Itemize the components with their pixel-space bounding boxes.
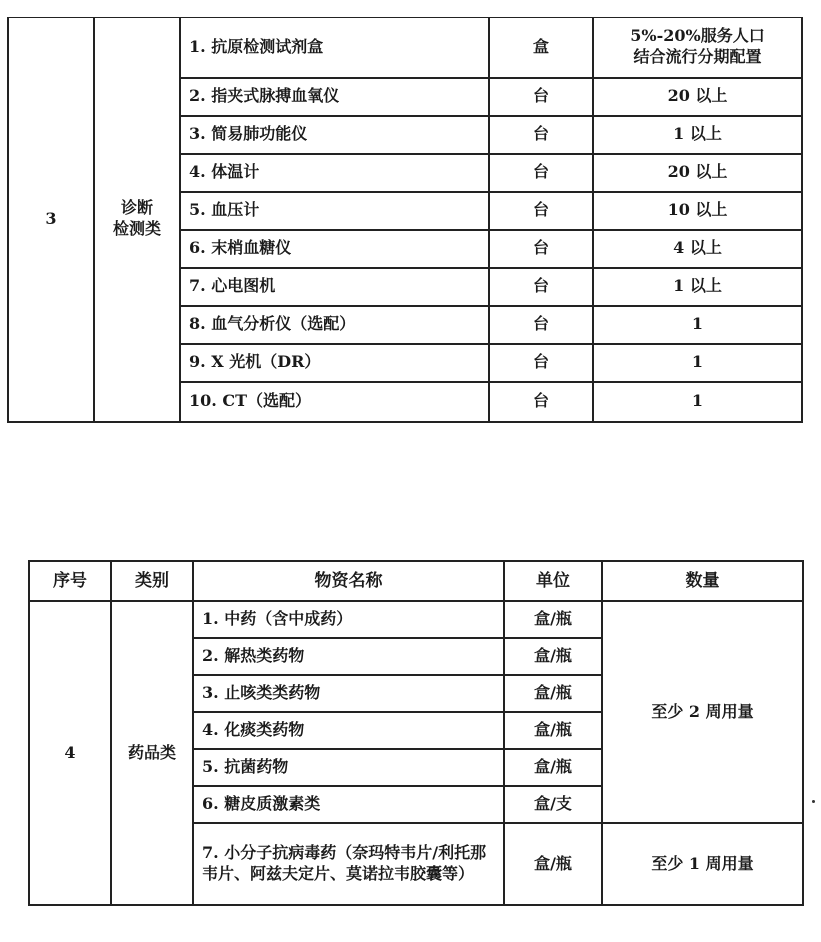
header-quantity: 数量 bbox=[602, 561, 803, 601]
item-name-cell: 3. 简易肺功能仪 bbox=[180, 116, 489, 154]
medicine-table bbox=[28, 560, 804, 906]
item-name-cell: 4. 化痰类药物 bbox=[193, 712, 504, 749]
item-name-cell: 4. 体温计 bbox=[180, 154, 489, 192]
item-unit-cell: 台 bbox=[489, 382, 593, 422]
item-quantity-cell: 1 以上 bbox=[593, 268, 802, 306]
item-name-cell: 10. CT（选配） bbox=[180, 382, 489, 422]
item-name-cell: 1. 抗原检测试剂盒 bbox=[180, 18, 489, 78]
item-unit-cell: 台 bbox=[489, 78, 593, 116]
item-unit-cell: 台 bbox=[489, 268, 593, 306]
item-unit-cell: 盒/瓶 bbox=[504, 601, 602, 638]
section-category-cell: 药品类 bbox=[111, 601, 193, 905]
item-name-cell: 5. 血压计 bbox=[180, 192, 489, 230]
item-unit-cell: 盒/瓶 bbox=[504, 749, 602, 786]
scan-speck bbox=[812, 800, 815, 803]
item-unit-cell: 盒/瓶 bbox=[504, 712, 602, 749]
item-unit-cell: 台 bbox=[489, 192, 593, 230]
item-unit-cell: 台 bbox=[489, 116, 593, 154]
table-header-row bbox=[29, 561, 803, 601]
item-quantity-cell: 1 bbox=[593, 306, 802, 344]
item-name-cell: 3. 止咳类类药物 bbox=[193, 675, 504, 712]
header-unit: 单位 bbox=[504, 561, 602, 601]
table-row bbox=[8, 18, 802, 78]
quantity-group-cell: 至少 1 周用量 bbox=[602, 823, 803, 905]
item-quantity-cell: 20 以上 bbox=[593, 78, 802, 116]
item-name-cell: 7. 小分子抗病毒药（奈玛特韦片/利托那韦片、阿兹夫定片、莫诺拉韦胶囊等） bbox=[193, 823, 504, 905]
item-name-cell: 6. 糖皮质激素类 bbox=[193, 786, 504, 823]
item-name-cell: 2. 指夹式脉搏血氧仪 bbox=[180, 78, 489, 116]
item-name-cell: 8. 血气分析仪（选配） bbox=[180, 306, 489, 344]
item-name-cell: 5. 抗菌药物 bbox=[193, 749, 504, 786]
item-unit-cell: 盒/瓶 bbox=[504, 675, 602, 712]
item-quantity-cell: 1 以上 bbox=[593, 116, 802, 154]
item-unit-cell: 盒/支 bbox=[504, 786, 602, 823]
item-unit-cell: 盒/瓶 bbox=[504, 638, 602, 675]
diagnostic-equipment-table bbox=[7, 17, 803, 423]
header-name: 物资名称 bbox=[193, 561, 504, 601]
item-unit-cell: 台 bbox=[489, 230, 593, 268]
table-row bbox=[29, 601, 803, 638]
item-unit-cell: 台 bbox=[489, 154, 593, 192]
item-unit-cell: 盒 bbox=[489, 18, 593, 78]
item-quantity-cell: 1 bbox=[593, 344, 802, 382]
item-name-cell: 6. 末梢血糖仪 bbox=[180, 230, 489, 268]
item-unit-cell: 台 bbox=[489, 306, 593, 344]
item-quantity-cell: 1 bbox=[593, 382, 802, 422]
section-category-cell: 诊断 检测类 bbox=[94, 18, 180, 422]
item-unit-cell: 盒/瓶 bbox=[504, 823, 602, 905]
item-name-cell: 2. 解热类药物 bbox=[193, 638, 504, 675]
item-name-cell: 7. 心电图机 bbox=[180, 268, 489, 306]
item-quantity-cell: 10 以上 bbox=[593, 192, 802, 230]
header-number: 序号 bbox=[29, 561, 111, 601]
quantity-group-cell: 至少 2 周用量 bbox=[602, 601, 803, 823]
item-name-cell: 1. 中药（含中成药） bbox=[193, 601, 504, 638]
item-quantity-cell: 20 以上 bbox=[593, 154, 802, 192]
item-unit-cell: 台 bbox=[489, 344, 593, 382]
item-quantity-cell: 4 以上 bbox=[593, 230, 802, 268]
item-name-cell: 9. X 光机（DR） bbox=[180, 344, 489, 382]
item-quantity-cell: 5%-20%服务人口 结合流行分期配置 bbox=[593, 18, 802, 78]
header-category: 类别 bbox=[111, 561, 193, 601]
section-number-cell: 4 bbox=[29, 601, 111, 905]
section-number-cell: 3 bbox=[8, 18, 94, 422]
